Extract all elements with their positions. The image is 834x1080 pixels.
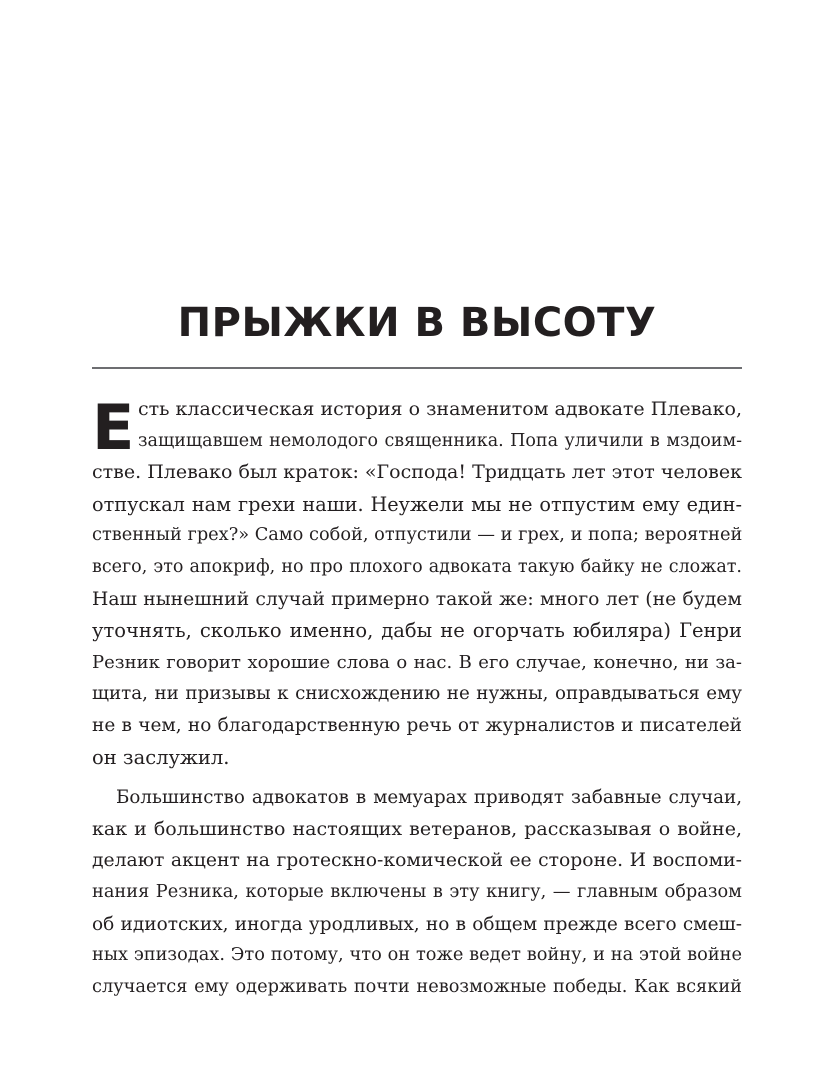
text-line: отпускал нам грехи наши. Неужели мы не отпустим ему един-: [92, 492, 742, 516]
text-line: уточнять, сколько именно, дабы не огорчать юбиляра) Генри: [92, 619, 742, 643]
text-line: всего, это апокриф, но про плохого адвоката такую байку не сложат.: [92, 556, 742, 577]
drop-cap: Е: [92, 391, 135, 464]
text-line: ственный грех?» Само собой, отпустили — и грех, и попа; вероятней: [92, 525, 742, 546]
text-line: ных эпизодах. Это потому, что он тоже ведет войну, и на этой войне: [92, 945, 742, 966]
text-line: он заслужил.: [92, 745, 230, 769]
paragraph-2: [92, 782, 742, 1003]
text-line: делают акцент на гротескно-комической ее стороне. И воспоми-: [92, 850, 742, 872]
text-line: случается ему одерживать почти невозможные победы. Как всякий: [92, 976, 742, 997]
text-line: как и большинство настоящих ветеранов, рассказывая о войне,: [92, 817, 742, 840]
text-line: нания Резника, которые включены в эту книгу, — главным образом: [92, 881, 742, 902]
text-line: защищавшем немолодого священника. Попа уличили в мздоим-: [138, 430, 742, 451]
paragraph-spacer: [92, 773, 742, 782]
text-line: сть классическая история о знаменитом адвокате Плевако,: [138, 398, 742, 420]
text-line: Большинство адвокатов в мемуарах приводят забавные случаи,: [116, 787, 742, 809]
text-line: щита, ни призывы к снисхождению не нужны, оправдываться ему: [92, 683, 742, 705]
text-line: не в чем, но благодарственную речь от журналистов и писателей: [92, 714, 742, 736]
text-line: стве. Плевако был краток: «Господа! Тридцать лет этот человек: [92, 461, 742, 484]
body-text: [92, 391, 742, 1003]
chapter-title: ПРЫЖКИ В ВЫСОТУ: [177, 300, 657, 346]
text-line: об идиотских, иногда уродливых, но в общем прежде всего смеш-: [92, 913, 742, 935]
text-line: Резник говорит хорошие слова о нас. В его случае, конечно, ни за-: [92, 651, 742, 673]
paragraph-1: [92, 391, 742, 773]
text-line: Наш нынешний случай примерно такой же: много лет (не будем: [92, 588, 742, 610]
title-divider: [92, 367, 742, 369]
